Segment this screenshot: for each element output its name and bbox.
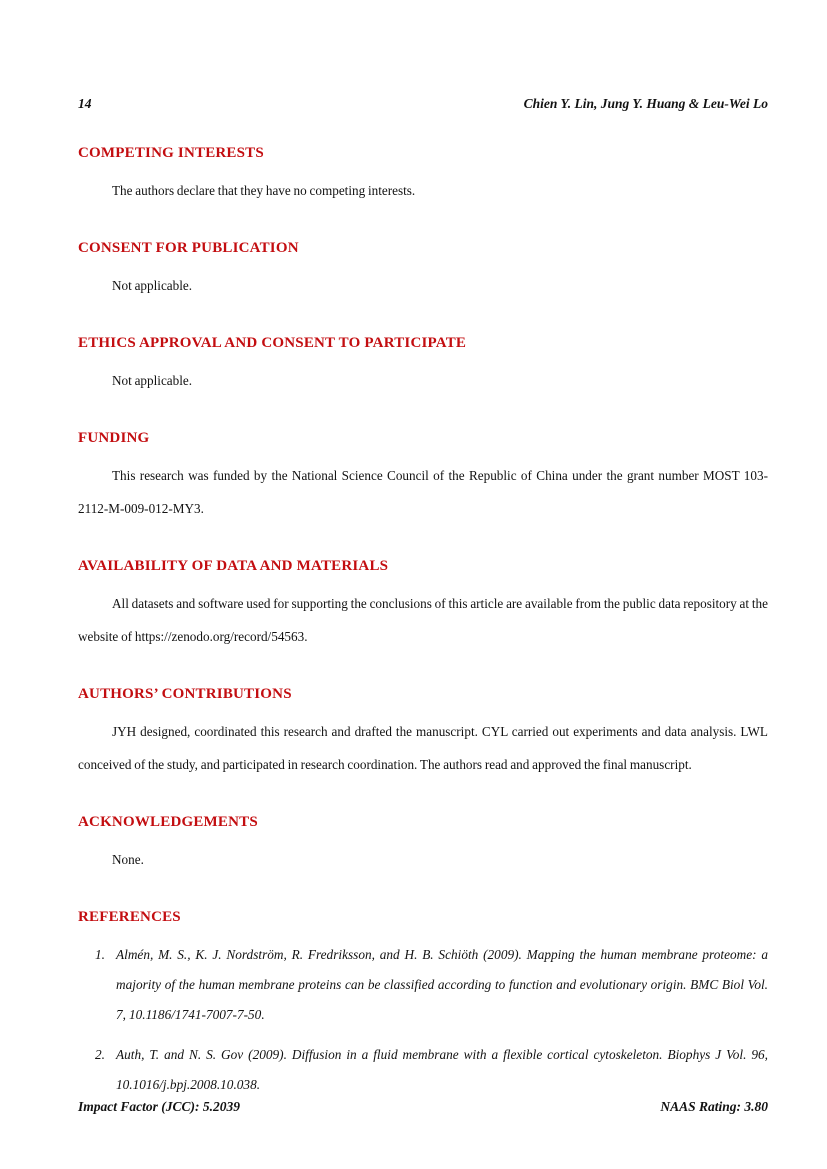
paper-section: [78, 334, 768, 397]
sections-container: [78, 144, 768, 876]
section-paragraph: All datasets and software used for supporting the conclusions of this article are available from the public data repository at the website of https://zenodo.org/record/54563.: [78, 596, 768, 644]
section-heading: ETHICS APPROVAL AND CONSENT TO PARTICIPATE: [78, 335, 467, 351]
running-footer: [78, 1099, 768, 1115]
reference-number: 2.: [95, 1047, 105, 1062]
references-heading: REFERENCES: [78, 909, 181, 925]
paper-section: [78, 429, 768, 525]
section-paragraph: Not applicable.: [112, 278, 193, 293]
paper-section: [78, 557, 768, 653]
section-paragraph: JYH designed, coordinated this research and drafted the manuscript. CYL carried out experiments and data analysis. LWL conceived of the study, and participated in research coordination. The authors read and approved the final manuscript.: [78, 724, 768, 772]
section-heading: COMPETING INTERESTS: [78, 145, 264, 161]
paper-section: [78, 144, 768, 207]
reference-item: [78, 1040, 768, 1100]
page-content: [78, 144, 768, 1100]
section-heading: AUTHORS’ CONTRIBUTIONS: [78, 686, 292, 702]
running-title-authors: Chien Y. Lin, Jung Y. Huang & Leu-Wei Lo: [523, 96, 768, 111]
paper-section: [78, 685, 768, 781]
page-number: 14: [78, 96, 92, 111]
section-paragraph: This research was funded by the National Science Council of the Republic of China under the grant number MOST 103-2112-M-009-012-MY3.: [78, 468, 768, 516]
impact-factor-label: Impact Factor (JCC): 5.2039: [78, 1099, 240, 1114]
section-heading: ACKNOWLEDGEMENTS: [78, 814, 258, 830]
section-paragraph: None.: [112, 852, 144, 867]
paper-section: [78, 813, 768, 876]
naas-rating-label: NAAS Rating: 3.80: [660, 1099, 768, 1114]
reference-item: [78, 940, 768, 1030]
section-paragraph: The authors declare that they have no competing interests.: [112, 183, 416, 198]
section-heading: FUNDING: [78, 430, 150, 446]
section-heading: CONSENT FOR PUBLICATION: [78, 240, 299, 256]
references-list: [78, 940, 768, 1100]
reference-text: Auth, T. and N. S. Gov (2009). Diffusion in a fluid membrane with a flexible cortical cytoskeleton. Biophys J Vol. 96, 10.1016/j.bpj.2008.10.038.: [116, 1047, 768, 1092]
running-header: [78, 96, 768, 112]
reference-text: Almén, M. S., K. J. Nordström, R. Fredriksson, and H. B. Schiöth (2009). Mapping the human membrane proteome: a majority of the human membrane proteins can be classified according to function and evolutionary origin. BMC Biol Vol. 7, 10.1186/1741-7007-7-50.: [116, 947, 768, 1022]
paper-section: [78, 239, 768, 302]
section-paragraph: Not applicable.: [112, 373, 193, 388]
references-section: [78, 908, 768, 1100]
reference-number: 1.: [95, 947, 105, 962]
section-heading: AVAILABILITY OF DATA AND MATERIALS: [78, 558, 389, 574]
